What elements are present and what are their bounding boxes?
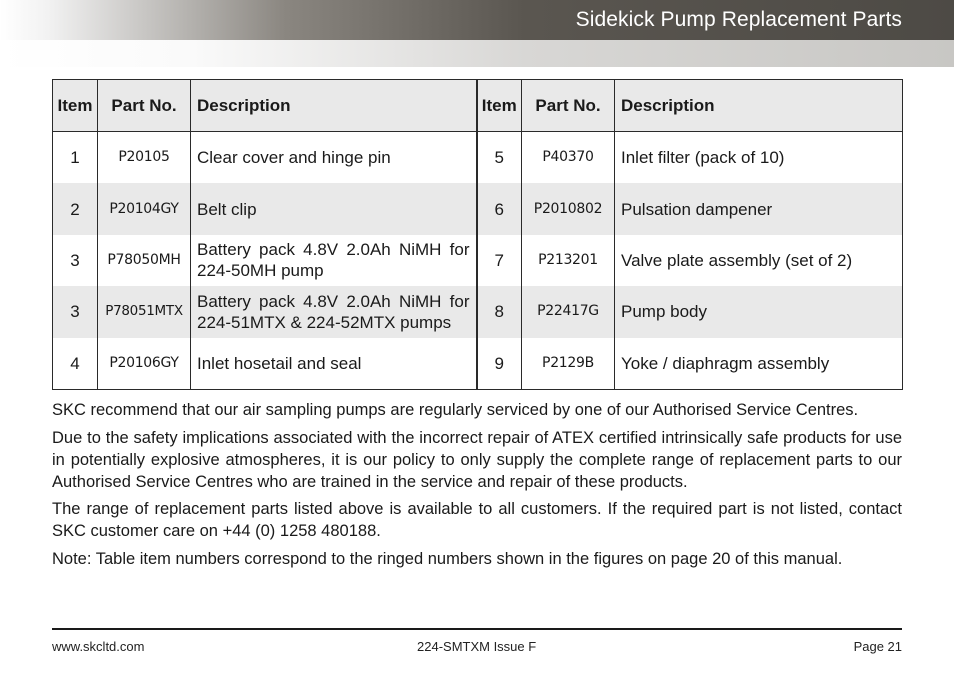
part-description: Inlet hosetail and seal: [191, 338, 477, 390]
availability-paragraph: The range of replacement parts listed above is available to all customers. If the required part is not listed, contact SKC customer care on +44 (0) 1258 480188.: [52, 500, 902, 540]
part-description: Clear cover and hinge pin: [191, 132, 477, 184]
parts-table: [52, 79, 903, 390]
column-header-description: Description: [191, 80, 477, 132]
page-title: Sidekick Pump Replacement Parts: [575, 8, 902, 31]
part-description: Pump body: [615, 286, 903, 337]
safety-policy-paragraph: Due to the safety implications associated with the incorrect repair of ATEX certified intrinsically safe products for use in potentially explosive atmospheres, it is our policy to only supply the complete range of replacement parts to our Authorised Service Centres who are trained in the service and repair of these products.: [52, 429, 902, 491]
service-recommendation-paragraph: SKC recommend that our air sampling pumps are regularly serviced by one of our Authorised Service Centres.: [52, 401, 859, 419]
part-description: Belt clip: [191, 183, 477, 234]
column-header-item: Item: [477, 80, 522, 132]
item-number: 2: [53, 183, 98, 234]
part-number: P78050MH: [98, 235, 191, 286]
item-number: 5: [477, 132, 522, 184]
part-description: Yoke / diaphragm assembly: [615, 338, 903, 390]
column-header-part-no: Part No.: [522, 80, 615, 132]
note-paragraph: Note: Table item numbers correspond to the ringed numbers shown in the figures on page 20 of this manual.: [52, 550, 843, 568]
item-number: 8: [477, 286, 522, 337]
table-row: [53, 286, 903, 337]
item-number: 9: [477, 338, 522, 390]
part-number: P213201: [522, 235, 615, 286]
table-header-row: [53, 80, 903, 132]
part-description: Battery pack 4.8V 2.0Ah NiMH for 224-51MTX & 224-52MTX pumps: [191, 286, 477, 337]
table-row: [53, 132, 903, 184]
item-number: 3: [53, 286, 98, 337]
header-gradient-band: [0, 40, 954, 67]
column-header-part-no: Part No.: [98, 80, 191, 132]
column-header-item: Item: [53, 80, 98, 132]
part-number: P2129B: [522, 338, 615, 390]
footer-page-number: Page 21: [853, 639, 902, 654]
item-number: 3: [53, 235, 98, 286]
table-row: [53, 338, 903, 390]
part-description: Inlet filter (pack of 10): [615, 132, 903, 184]
item-number: 1: [53, 132, 98, 184]
part-number: P22417G: [522, 286, 615, 337]
part-number: P40370: [522, 132, 615, 184]
item-number: 4: [53, 338, 98, 390]
part-number: P2010802: [522, 183, 615, 234]
footer-divider: [52, 628, 902, 630]
part-description: Valve plate assembly (set of 2): [615, 235, 903, 286]
part-number: P78051MTX: [98, 286, 191, 337]
part-description: Pulsation dampener: [615, 183, 903, 234]
part-number: P20105: [98, 132, 191, 184]
part-description: Battery pack 4.8V 2.0Ah NiMH for 224-50MH pump: [191, 235, 477, 286]
column-header-description: Description: [615, 80, 903, 132]
part-number: P20106GY: [98, 338, 191, 390]
footer-document-id: 224-SMTXM Issue F: [417, 639, 537, 654]
header-banner: [0, 0, 954, 40]
table-row: [53, 183, 903, 234]
item-number: 6: [477, 183, 522, 234]
footer-website-link[interactable]: www.skcltd.com: [52, 639, 145, 654]
part-number: P20104GY: [98, 183, 191, 234]
table-row: [53, 235, 903, 286]
item-number: 7: [477, 235, 522, 286]
